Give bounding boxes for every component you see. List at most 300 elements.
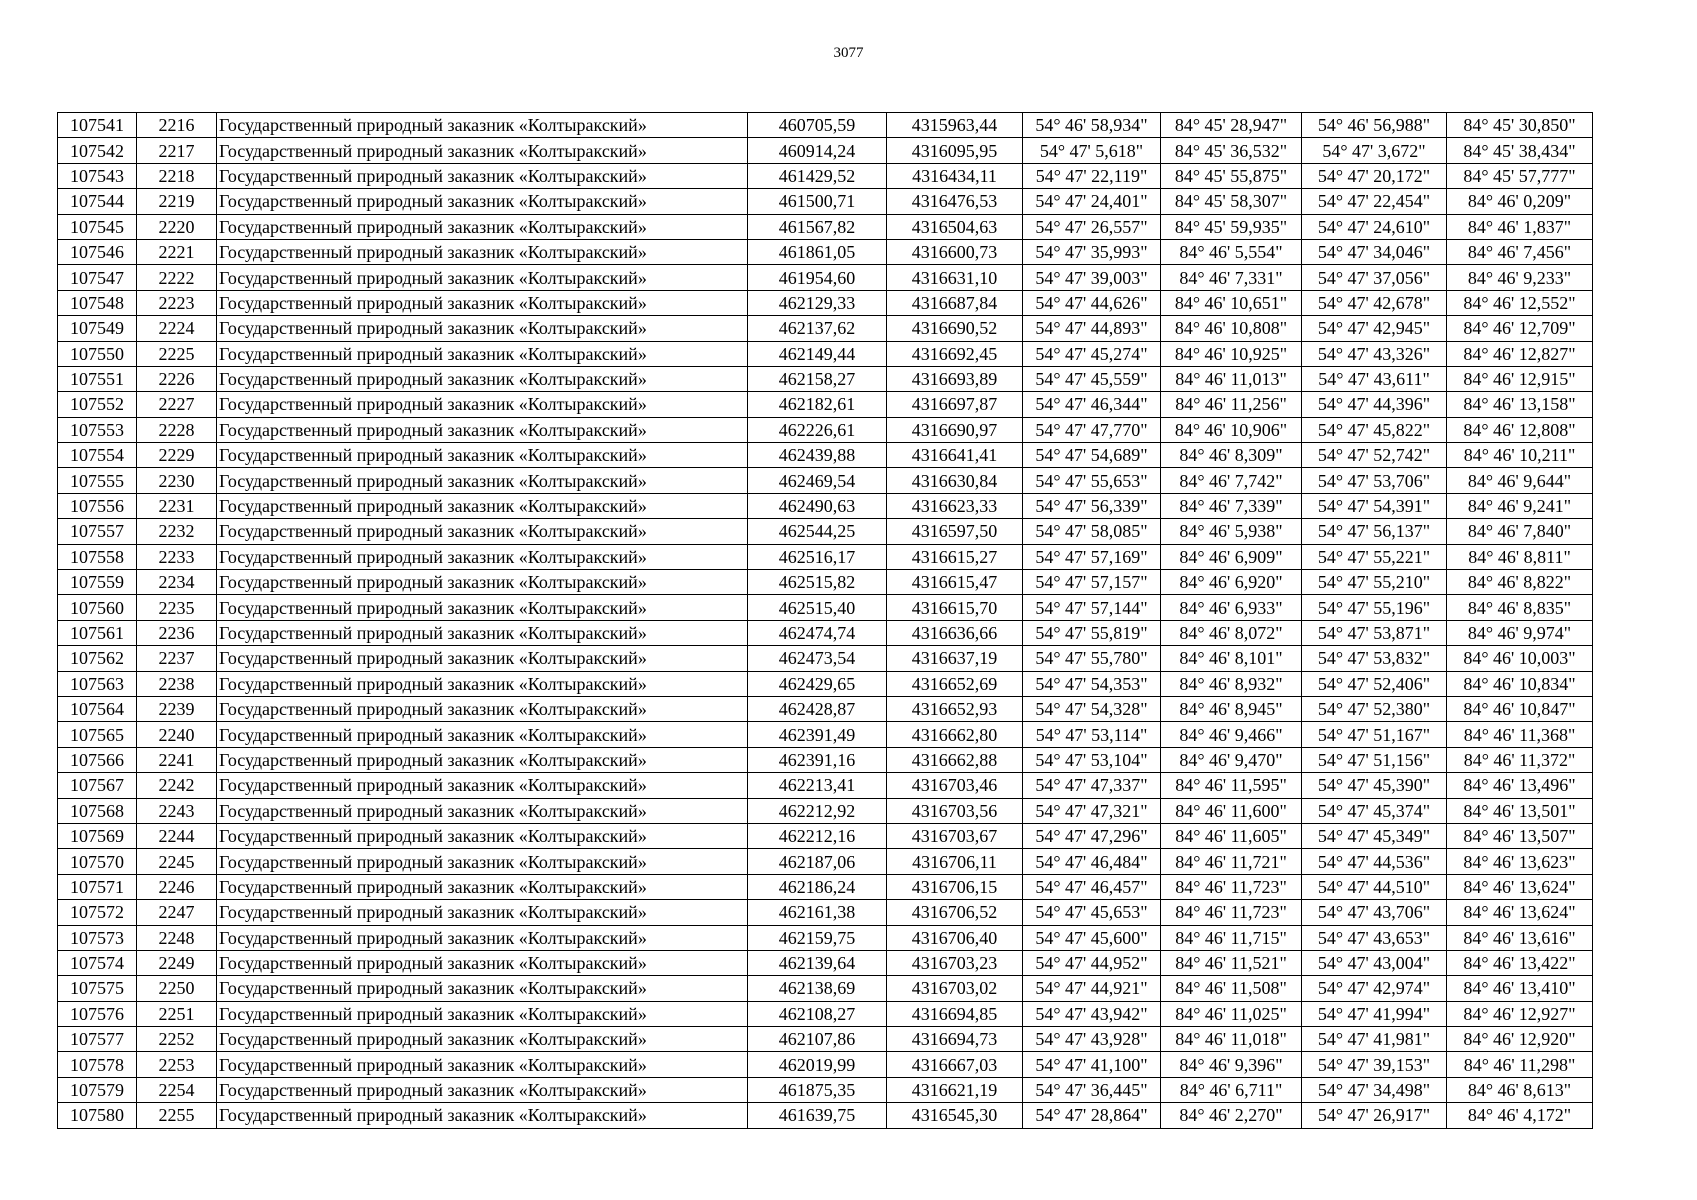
row-id-cell: 107579 <box>58 1077 137 1102</box>
latitude-2-cell: 54° 47' 43,004" <box>1302 950 1447 975</box>
table-row <box>58 1027 1593 1052</box>
latitude-2-cell: 54° 47' 45,374" <box>1302 798 1447 823</box>
reserve-name-cell: Государственный природный заказник «Колтыракский» <box>217 570 748 595</box>
x-coordinate-cell: 461861,05 <box>748 239 887 264</box>
reserve-name-cell: Государственный природный заказник «Колтыракский» <box>217 544 748 569</box>
y-coordinate-cell: 4316621,19 <box>887 1077 1023 1102</box>
latitude-2-cell: 54° 47' 56,137" <box>1302 519 1447 544</box>
row-id-cell: 107580 <box>58 1103 137 1128</box>
table-row <box>58 976 1593 1001</box>
table-row <box>58 823 1593 848</box>
point-number-cell: 2228 <box>137 417 217 442</box>
latitude-2-cell: 54° 47' 54,391" <box>1302 493 1447 518</box>
longitude-2-cell: 84° 46' 9,233" <box>1447 265 1593 290</box>
latitude-2-cell: 54° 47' 43,611" <box>1302 366 1447 391</box>
longitude-2-cell: 84° 46' 12,552" <box>1447 290 1593 315</box>
reserve-name-cell: Государственный природный заказник «Колтыракский» <box>217 265 748 290</box>
table-row <box>58 316 1593 341</box>
longitude-1-cell: 84° 46' 11,256" <box>1161 392 1302 417</box>
reserve-name-cell: Государственный природный заказник «Колтыракский» <box>217 1001 748 1026</box>
row-id-cell: 107543 <box>58 163 137 188</box>
longitude-2-cell: 84° 46' 9,644" <box>1447 468 1593 493</box>
table-row <box>58 747 1593 772</box>
row-id-cell: 107559 <box>58 570 137 595</box>
table-row <box>58 773 1593 798</box>
y-coordinate-cell: 4316615,27 <box>887 544 1023 569</box>
longitude-2-cell: 84° 46' 13,624" <box>1447 874 1593 899</box>
table-row <box>58 189 1593 214</box>
latitude-1-cell: 54° 47' 39,003" <box>1023 265 1161 290</box>
table-row <box>58 366 1593 391</box>
longitude-1-cell: 84° 46' 5,938" <box>1161 519 1302 544</box>
latitude-1-cell: 54° 47' 44,893" <box>1023 316 1161 341</box>
x-coordinate-cell: 462139,64 <box>748 950 887 975</box>
reserve-name-cell: Государственный природный заказник «Колтыракский» <box>217 900 748 925</box>
point-number-cell: 2234 <box>137 570 217 595</box>
latitude-2-cell: 54° 47' 55,221" <box>1302 544 1447 569</box>
x-coordinate-cell: 462429,65 <box>748 671 887 696</box>
point-number-cell: 2246 <box>137 874 217 899</box>
latitude-2-cell: 54° 47' 20,172" <box>1302 163 1447 188</box>
table-row <box>58 798 1593 823</box>
longitude-1-cell: 84° 46' 6,933" <box>1161 595 1302 620</box>
latitude-1-cell: 54° 47' 24,401" <box>1023 189 1161 214</box>
longitude-2-cell: 84° 46' 12,920" <box>1447 1027 1593 1052</box>
row-id-cell: 107564 <box>58 696 137 721</box>
table-row <box>58 950 1593 975</box>
y-coordinate-cell: 4316652,93 <box>887 696 1023 721</box>
latitude-2-cell: 54° 47' 52,380" <box>1302 696 1447 721</box>
latitude-2-cell: 54° 47' 37,056" <box>1302 265 1447 290</box>
row-id-cell: 107546 <box>58 239 137 264</box>
x-coordinate-cell: 462149,44 <box>748 341 887 366</box>
x-coordinate-cell: 462391,49 <box>748 722 887 747</box>
y-coordinate-cell: 4316706,11 <box>887 849 1023 874</box>
longitude-2-cell: 84° 46' 12,927" <box>1447 1001 1593 1026</box>
longitude-2-cell: 84° 45' 57,777" <box>1447 163 1593 188</box>
point-number-cell: 2216 <box>137 113 217 138</box>
point-number-cell: 2238 <box>137 671 217 696</box>
table-row <box>58 519 1593 544</box>
table-row <box>58 646 1593 671</box>
y-coordinate-cell: 4316687,84 <box>887 290 1023 315</box>
point-number-cell: 2232 <box>137 519 217 544</box>
y-coordinate-cell: 4316545,30 <box>887 1103 1023 1128</box>
latitude-1-cell: 54° 47' 46,484" <box>1023 849 1161 874</box>
longitude-2-cell: 84° 46' 13,501" <box>1447 798 1593 823</box>
latitude-2-cell: 54° 47' 52,742" <box>1302 443 1447 468</box>
x-coordinate-cell: 462213,41 <box>748 773 887 798</box>
x-coordinate-cell: 462473,54 <box>748 646 887 671</box>
point-number-cell: 2222 <box>137 265 217 290</box>
point-number-cell: 2220 <box>137 214 217 239</box>
x-coordinate-cell: 462428,87 <box>748 696 887 721</box>
longitude-2-cell: 84° 46' 0,209" <box>1447 189 1593 214</box>
reserve-name-cell: Государственный природный заказник «Колтыракский» <box>217 696 748 721</box>
y-coordinate-cell: 4316697,87 <box>887 392 1023 417</box>
longitude-2-cell: 84° 46' 11,368" <box>1447 722 1593 747</box>
x-coordinate-cell: 461429,52 <box>748 163 887 188</box>
latitude-2-cell: 54° 47' 3,672" <box>1302 138 1447 163</box>
latitude-1-cell: 54° 47' 55,653" <box>1023 468 1161 493</box>
row-id-cell: 107565 <box>58 722 137 747</box>
longitude-2-cell: 84° 46' 12,808" <box>1447 417 1593 442</box>
x-coordinate-cell: 462158,27 <box>748 366 887 391</box>
row-id-cell: 107560 <box>58 595 137 620</box>
y-coordinate-cell: 4316703,56 <box>887 798 1023 823</box>
y-coordinate-cell: 4316476,53 <box>887 189 1023 214</box>
y-coordinate-cell: 4316694,85 <box>887 1001 1023 1026</box>
latitude-2-cell: 54° 47' 43,326" <box>1302 341 1447 366</box>
latitude-1-cell: 54° 47' 45,600" <box>1023 925 1161 950</box>
table-row <box>58 239 1593 264</box>
row-id-cell: 107561 <box>58 620 137 645</box>
longitude-1-cell: 84° 46' 10,808" <box>1161 316 1302 341</box>
row-id-cell: 107576 <box>58 1001 137 1026</box>
reserve-name-cell: Государственный природный заказник «Колтыракский» <box>217 773 748 798</box>
latitude-1-cell: 54° 47' 57,169" <box>1023 544 1161 569</box>
x-coordinate-cell: 462159,75 <box>748 925 887 950</box>
table-row <box>58 443 1593 468</box>
table-row <box>58 113 1593 138</box>
x-coordinate-cell: 462469,54 <box>748 468 887 493</box>
latitude-1-cell: 54° 47' 46,457" <box>1023 874 1161 899</box>
x-coordinate-cell: 462515,82 <box>748 570 887 595</box>
reserve-name-cell: Государственный природный заказник «Колтыракский» <box>217 468 748 493</box>
point-number-cell: 2243 <box>137 798 217 823</box>
latitude-2-cell: 54° 47' 42,974" <box>1302 976 1447 1001</box>
longitude-1-cell: 84° 46' 10,651" <box>1161 290 1302 315</box>
latitude-1-cell: 54° 47' 41,100" <box>1023 1052 1161 1077</box>
point-number-cell: 2251 <box>137 1001 217 1026</box>
latitude-2-cell: 54° 47' 34,046" <box>1302 239 1447 264</box>
point-number-cell: 2219 <box>137 189 217 214</box>
latitude-1-cell: 54° 47' 53,104" <box>1023 747 1161 772</box>
table-row <box>58 417 1593 442</box>
x-coordinate-cell: 461500,71 <box>748 189 887 214</box>
reserve-name-cell: Государственный природный заказник «Колтыракский» <box>217 214 748 239</box>
latitude-2-cell: 54° 47' 51,156" <box>1302 747 1447 772</box>
longitude-1-cell: 84° 45' 59,935" <box>1161 214 1302 239</box>
table-row <box>58 925 1593 950</box>
reserve-name-cell: Государственный природный заказник «Колтыракский» <box>217 925 748 950</box>
latitude-1-cell: 54° 47' 55,780" <box>1023 646 1161 671</box>
latitude-1-cell: 54° 47' 47,770" <box>1023 417 1161 442</box>
point-number-cell: 2249 <box>137 950 217 975</box>
y-coordinate-cell: 4316693,89 <box>887 366 1023 391</box>
x-coordinate-cell: 462212,16 <box>748 823 887 848</box>
longitude-1-cell: 84° 46' 10,925" <box>1161 341 1302 366</box>
longitude-1-cell: 84° 45' 28,947" <box>1161 113 1302 138</box>
point-number-cell: 2250 <box>137 976 217 1001</box>
longitude-1-cell: 84° 46' 8,932" <box>1161 671 1302 696</box>
longitude-1-cell: 84° 46' 8,945" <box>1161 696 1302 721</box>
row-id-cell: 107577 <box>58 1027 137 1052</box>
table-row <box>58 214 1593 239</box>
x-coordinate-cell: 462161,38 <box>748 900 887 925</box>
point-number-cell: 2231 <box>137 493 217 518</box>
y-coordinate-cell: 4316652,69 <box>887 671 1023 696</box>
latitude-2-cell: 54° 47' 53,706" <box>1302 468 1447 493</box>
longitude-1-cell: 84° 46' 9,470" <box>1161 747 1302 772</box>
point-number-cell: 2236 <box>137 620 217 645</box>
point-number-cell: 2241 <box>137 747 217 772</box>
row-id-cell: 107557 <box>58 519 137 544</box>
row-id-cell: 107547 <box>58 265 137 290</box>
longitude-1-cell: 84° 46' 11,018" <box>1161 1027 1302 1052</box>
longitude-2-cell: 84° 46' 8,811" <box>1447 544 1593 569</box>
latitude-2-cell: 54° 47' 24,610" <box>1302 214 1447 239</box>
point-number-cell: 2254 <box>137 1077 217 1102</box>
table-row <box>58 671 1593 696</box>
longitude-1-cell: 84° 46' 7,742" <box>1161 468 1302 493</box>
table-row <box>58 1077 1593 1102</box>
latitude-1-cell: 54° 47' 35,993" <box>1023 239 1161 264</box>
reserve-name-cell: Государственный природный заказник «Колтыракский» <box>217 366 748 391</box>
x-coordinate-cell: 462129,33 <box>748 290 887 315</box>
point-number-cell: 2226 <box>137 366 217 391</box>
latitude-1-cell: 54° 47' 54,328" <box>1023 696 1161 721</box>
row-id-cell: 107562 <box>58 646 137 671</box>
latitude-1-cell: 54° 47' 57,144" <box>1023 595 1161 620</box>
latitude-1-cell: 54° 47' 47,296" <box>1023 823 1161 848</box>
table-row <box>58 1052 1593 1077</box>
table-row <box>58 290 1593 315</box>
longitude-1-cell: 84° 46' 9,466" <box>1161 722 1302 747</box>
x-coordinate-cell: 462138,69 <box>748 976 887 1001</box>
longitude-2-cell: 84° 46' 13,422" <box>1447 950 1593 975</box>
row-id-cell: 107555 <box>58 468 137 493</box>
latitude-2-cell: 54° 47' 42,678" <box>1302 290 1447 315</box>
longitude-2-cell: 84° 46' 13,410" <box>1447 976 1593 1001</box>
longitude-1-cell: 84° 46' 11,025" <box>1161 1001 1302 1026</box>
latitude-2-cell: 54° 47' 44,510" <box>1302 874 1447 899</box>
latitude-1-cell: 54° 47' 36,445" <box>1023 1077 1161 1102</box>
point-number-cell: 2239 <box>137 696 217 721</box>
longitude-2-cell: 84° 46' 13,507" <box>1447 823 1593 848</box>
longitude-2-cell: 84° 46' 1,837" <box>1447 214 1593 239</box>
table-row <box>58 493 1593 518</box>
y-coordinate-cell: 4316690,52 <box>887 316 1023 341</box>
y-coordinate-cell: 4316703,23 <box>887 950 1023 975</box>
longitude-2-cell: 84° 46' 10,847" <box>1447 696 1593 721</box>
point-number-cell: 2230 <box>137 468 217 493</box>
row-id-cell: 107563 <box>58 671 137 696</box>
point-number-cell: 2247 <box>137 900 217 925</box>
y-coordinate-cell: 4316504,63 <box>887 214 1023 239</box>
row-id-cell: 107552 <box>58 392 137 417</box>
y-coordinate-cell: 4316615,70 <box>887 595 1023 620</box>
longitude-1-cell: 84° 46' 11,600" <box>1161 798 1302 823</box>
latitude-2-cell: 54° 47' 45,822" <box>1302 417 1447 442</box>
point-number-cell: 2248 <box>137 925 217 950</box>
y-coordinate-cell: 4316597,50 <box>887 519 1023 544</box>
reserve-name-cell: Государственный природный заказник «Колтыракский» <box>217 138 748 163</box>
latitude-1-cell: 54° 47' 43,942" <box>1023 1001 1161 1026</box>
x-coordinate-cell: 462439,88 <box>748 443 887 468</box>
reserve-name-cell: Государственный природный заказник «Колтыракский» <box>217 1052 748 1077</box>
point-number-cell: 2244 <box>137 823 217 848</box>
x-coordinate-cell: 460705,59 <box>748 113 887 138</box>
point-number-cell: 2223 <box>137 290 217 315</box>
y-coordinate-cell: 4316706,52 <box>887 900 1023 925</box>
point-number-cell: 2233 <box>137 544 217 569</box>
longitude-1-cell: 84° 45' 58,307" <box>1161 189 1302 214</box>
row-id-cell: 107545 <box>58 214 137 239</box>
point-number-cell: 2240 <box>137 722 217 747</box>
y-coordinate-cell: 4316095,95 <box>887 138 1023 163</box>
y-coordinate-cell: 4316694,73 <box>887 1027 1023 1052</box>
x-coordinate-cell: 461954,60 <box>748 265 887 290</box>
longitude-1-cell: 84° 46' 10,906" <box>1161 417 1302 442</box>
y-coordinate-cell: 4316703,46 <box>887 773 1023 798</box>
latitude-1-cell: 54° 47' 54,353" <box>1023 671 1161 696</box>
latitude-1-cell: 54° 47' 55,819" <box>1023 620 1161 645</box>
reserve-name-cell: Государственный природный заказник «Колтыракский» <box>217 976 748 1001</box>
y-coordinate-cell: 4316706,15 <box>887 874 1023 899</box>
row-id-cell: 107549 <box>58 316 137 341</box>
longitude-2-cell: 84° 45' 30,850" <box>1447 113 1593 138</box>
latitude-2-cell: 54° 47' 44,396" <box>1302 392 1447 417</box>
latitude-1-cell: 54° 47' 44,921" <box>1023 976 1161 1001</box>
reserve-name-cell: Государственный природный заказник «Колтыракский» <box>217 595 748 620</box>
y-coordinate-cell: 4316615,47 <box>887 570 1023 595</box>
point-number-cell: 2242 <box>137 773 217 798</box>
longitude-2-cell: 84° 46' 13,624" <box>1447 900 1593 925</box>
point-number-cell: 2245 <box>137 849 217 874</box>
coordinates-table <box>57 112 1593 1129</box>
y-coordinate-cell: 4316662,88 <box>887 747 1023 772</box>
table-row <box>58 900 1593 925</box>
reserve-name-cell: Государственный природный заказник «Колтыракский» <box>217 722 748 747</box>
reserve-name-cell: Государственный природный заказник «Колтыракский» <box>217 874 748 899</box>
x-coordinate-cell: 462474,74 <box>748 620 887 645</box>
longitude-1-cell: 84° 46' 7,339" <box>1161 493 1302 518</box>
longitude-2-cell: 84° 46' 13,158" <box>1447 392 1593 417</box>
point-number-cell: 2218 <box>137 163 217 188</box>
reserve-name-cell: Государственный природный заказник «Колтыракский» <box>217 519 748 544</box>
longitude-1-cell: 84° 46' 6,920" <box>1161 570 1302 595</box>
row-id-cell: 107556 <box>58 493 137 518</box>
x-coordinate-cell: 461567,82 <box>748 214 887 239</box>
x-coordinate-cell: 462182,61 <box>748 392 887 417</box>
point-number-cell: 2253 <box>137 1052 217 1077</box>
reserve-name-cell: Государственный природный заказник «Колтыракский» <box>217 341 748 366</box>
x-coordinate-cell: 462490,63 <box>748 493 887 518</box>
row-id-cell: 107567 <box>58 773 137 798</box>
reserve-name-cell: Государственный природный заказник «Колтыракский» <box>217 747 748 772</box>
row-id-cell: 107542 <box>58 138 137 163</box>
longitude-1-cell: 84° 46' 11,508" <box>1161 976 1302 1001</box>
latitude-2-cell: 54° 47' 41,981" <box>1302 1027 1447 1052</box>
x-coordinate-cell: 461875,35 <box>748 1077 887 1102</box>
reserve-name-cell: Государственный природный заказник «Колтыракский» <box>217 113 748 138</box>
longitude-2-cell: 84° 46' 12,827" <box>1447 341 1593 366</box>
reserve-name-cell: Государственный природный заказник «Колтыракский» <box>217 671 748 696</box>
row-id-cell: 107573 <box>58 925 137 950</box>
latitude-1-cell: 54° 47' 58,085" <box>1023 519 1161 544</box>
longitude-2-cell: 84° 45' 38,434" <box>1447 138 1593 163</box>
point-number-cell: 2224 <box>137 316 217 341</box>
table-row <box>58 874 1593 899</box>
reserve-name-cell: Государственный природный заказник «Колтыракский» <box>217 1077 748 1102</box>
latitude-1-cell: 54° 47' 28,864" <box>1023 1103 1161 1128</box>
x-coordinate-cell: 462107,86 <box>748 1027 887 1052</box>
row-id-cell: 107570 <box>58 849 137 874</box>
longitude-1-cell: 84° 45' 36,532" <box>1161 138 1302 163</box>
point-number-cell: 2221 <box>137 239 217 264</box>
table-row <box>58 1001 1593 1026</box>
reserve-name-cell: Государственный природный заказник «Колтыракский» <box>217 849 748 874</box>
row-id-cell: 107558 <box>58 544 137 569</box>
table-row <box>58 570 1593 595</box>
row-id-cell: 107553 <box>58 417 137 442</box>
latitude-2-cell: 54° 47' 52,406" <box>1302 671 1447 696</box>
latitude-2-cell: 54° 47' 41,994" <box>1302 1001 1447 1026</box>
latitude-2-cell: 54° 47' 43,706" <box>1302 900 1447 925</box>
y-coordinate-cell: 4316600,73 <box>887 239 1023 264</box>
table-row <box>58 595 1593 620</box>
longitude-2-cell: 84° 46' 9,974" <box>1447 620 1593 645</box>
row-id-cell: 107572 <box>58 900 137 925</box>
longitude-1-cell: 84° 46' 9,396" <box>1161 1052 1302 1077</box>
longitude-2-cell: 84° 46' 11,298" <box>1447 1052 1593 1077</box>
longitude-1-cell: 84° 45' 55,875" <box>1161 163 1302 188</box>
table-row <box>58 849 1593 874</box>
latitude-2-cell: 54° 47' 53,871" <box>1302 620 1447 645</box>
latitude-1-cell: 54° 47' 54,689" <box>1023 443 1161 468</box>
y-coordinate-cell: 4316434,11 <box>887 163 1023 188</box>
longitude-1-cell: 84° 46' 11,723" <box>1161 900 1302 925</box>
latitude-2-cell: 54° 47' 45,349" <box>1302 823 1447 848</box>
latitude-2-cell: 54° 47' 26,917" <box>1302 1103 1447 1128</box>
row-id-cell: 107551 <box>58 366 137 391</box>
longitude-2-cell: 84° 46' 13,623" <box>1447 849 1593 874</box>
longitude-1-cell: 84° 46' 11,723" <box>1161 874 1302 899</box>
reserve-name-cell: Государственный природный заказник «Колтыракский» <box>217 443 748 468</box>
longitude-1-cell: 84° 46' 11,013" <box>1161 366 1302 391</box>
latitude-1-cell: 54° 47' 45,653" <box>1023 900 1161 925</box>
longitude-2-cell: 84° 46' 7,840" <box>1447 519 1593 544</box>
longitude-1-cell: 84° 46' 8,309" <box>1161 443 1302 468</box>
row-id-cell: 107544 <box>58 189 137 214</box>
y-coordinate-cell: 4316692,45 <box>887 341 1023 366</box>
y-coordinate-cell: 4316703,02 <box>887 976 1023 1001</box>
latitude-1-cell: 54° 47' 5,618" <box>1023 138 1161 163</box>
reserve-name-cell: Государственный природный заказник «Колтыракский» <box>217 189 748 214</box>
table-row <box>58 696 1593 721</box>
latitude-1-cell: 54° 47' 47,321" <box>1023 798 1161 823</box>
reserve-name-cell: Государственный природный заказник «Колтыракский» <box>217 1027 748 1052</box>
latitude-2-cell: 54° 47' 53,832" <box>1302 646 1447 671</box>
row-id-cell: 107578 <box>58 1052 137 1077</box>
table-row <box>58 1103 1593 1128</box>
x-coordinate-cell: 462212,92 <box>748 798 887 823</box>
longitude-1-cell: 84° 46' 8,101" <box>1161 646 1302 671</box>
longitude-1-cell: 84° 46' 6,909" <box>1161 544 1302 569</box>
x-coordinate-cell: 461639,75 <box>748 1103 887 1128</box>
table-row <box>58 163 1593 188</box>
row-id-cell: 107575 <box>58 976 137 1001</box>
table-row <box>58 620 1593 645</box>
reserve-name-cell: Государственный природный заказник «Колтыракский» <box>217 1103 748 1128</box>
longitude-1-cell: 84° 46' 11,715" <box>1161 925 1302 950</box>
y-coordinate-cell: 4316623,33 <box>887 493 1023 518</box>
longitude-1-cell: 84° 46' 11,605" <box>1161 823 1302 848</box>
reserve-name-cell: Государственный природный заказник «Колтыракский» <box>217 646 748 671</box>
latitude-2-cell: 54° 47' 22,454" <box>1302 189 1447 214</box>
latitude-1-cell: 54° 47' 44,626" <box>1023 290 1161 315</box>
